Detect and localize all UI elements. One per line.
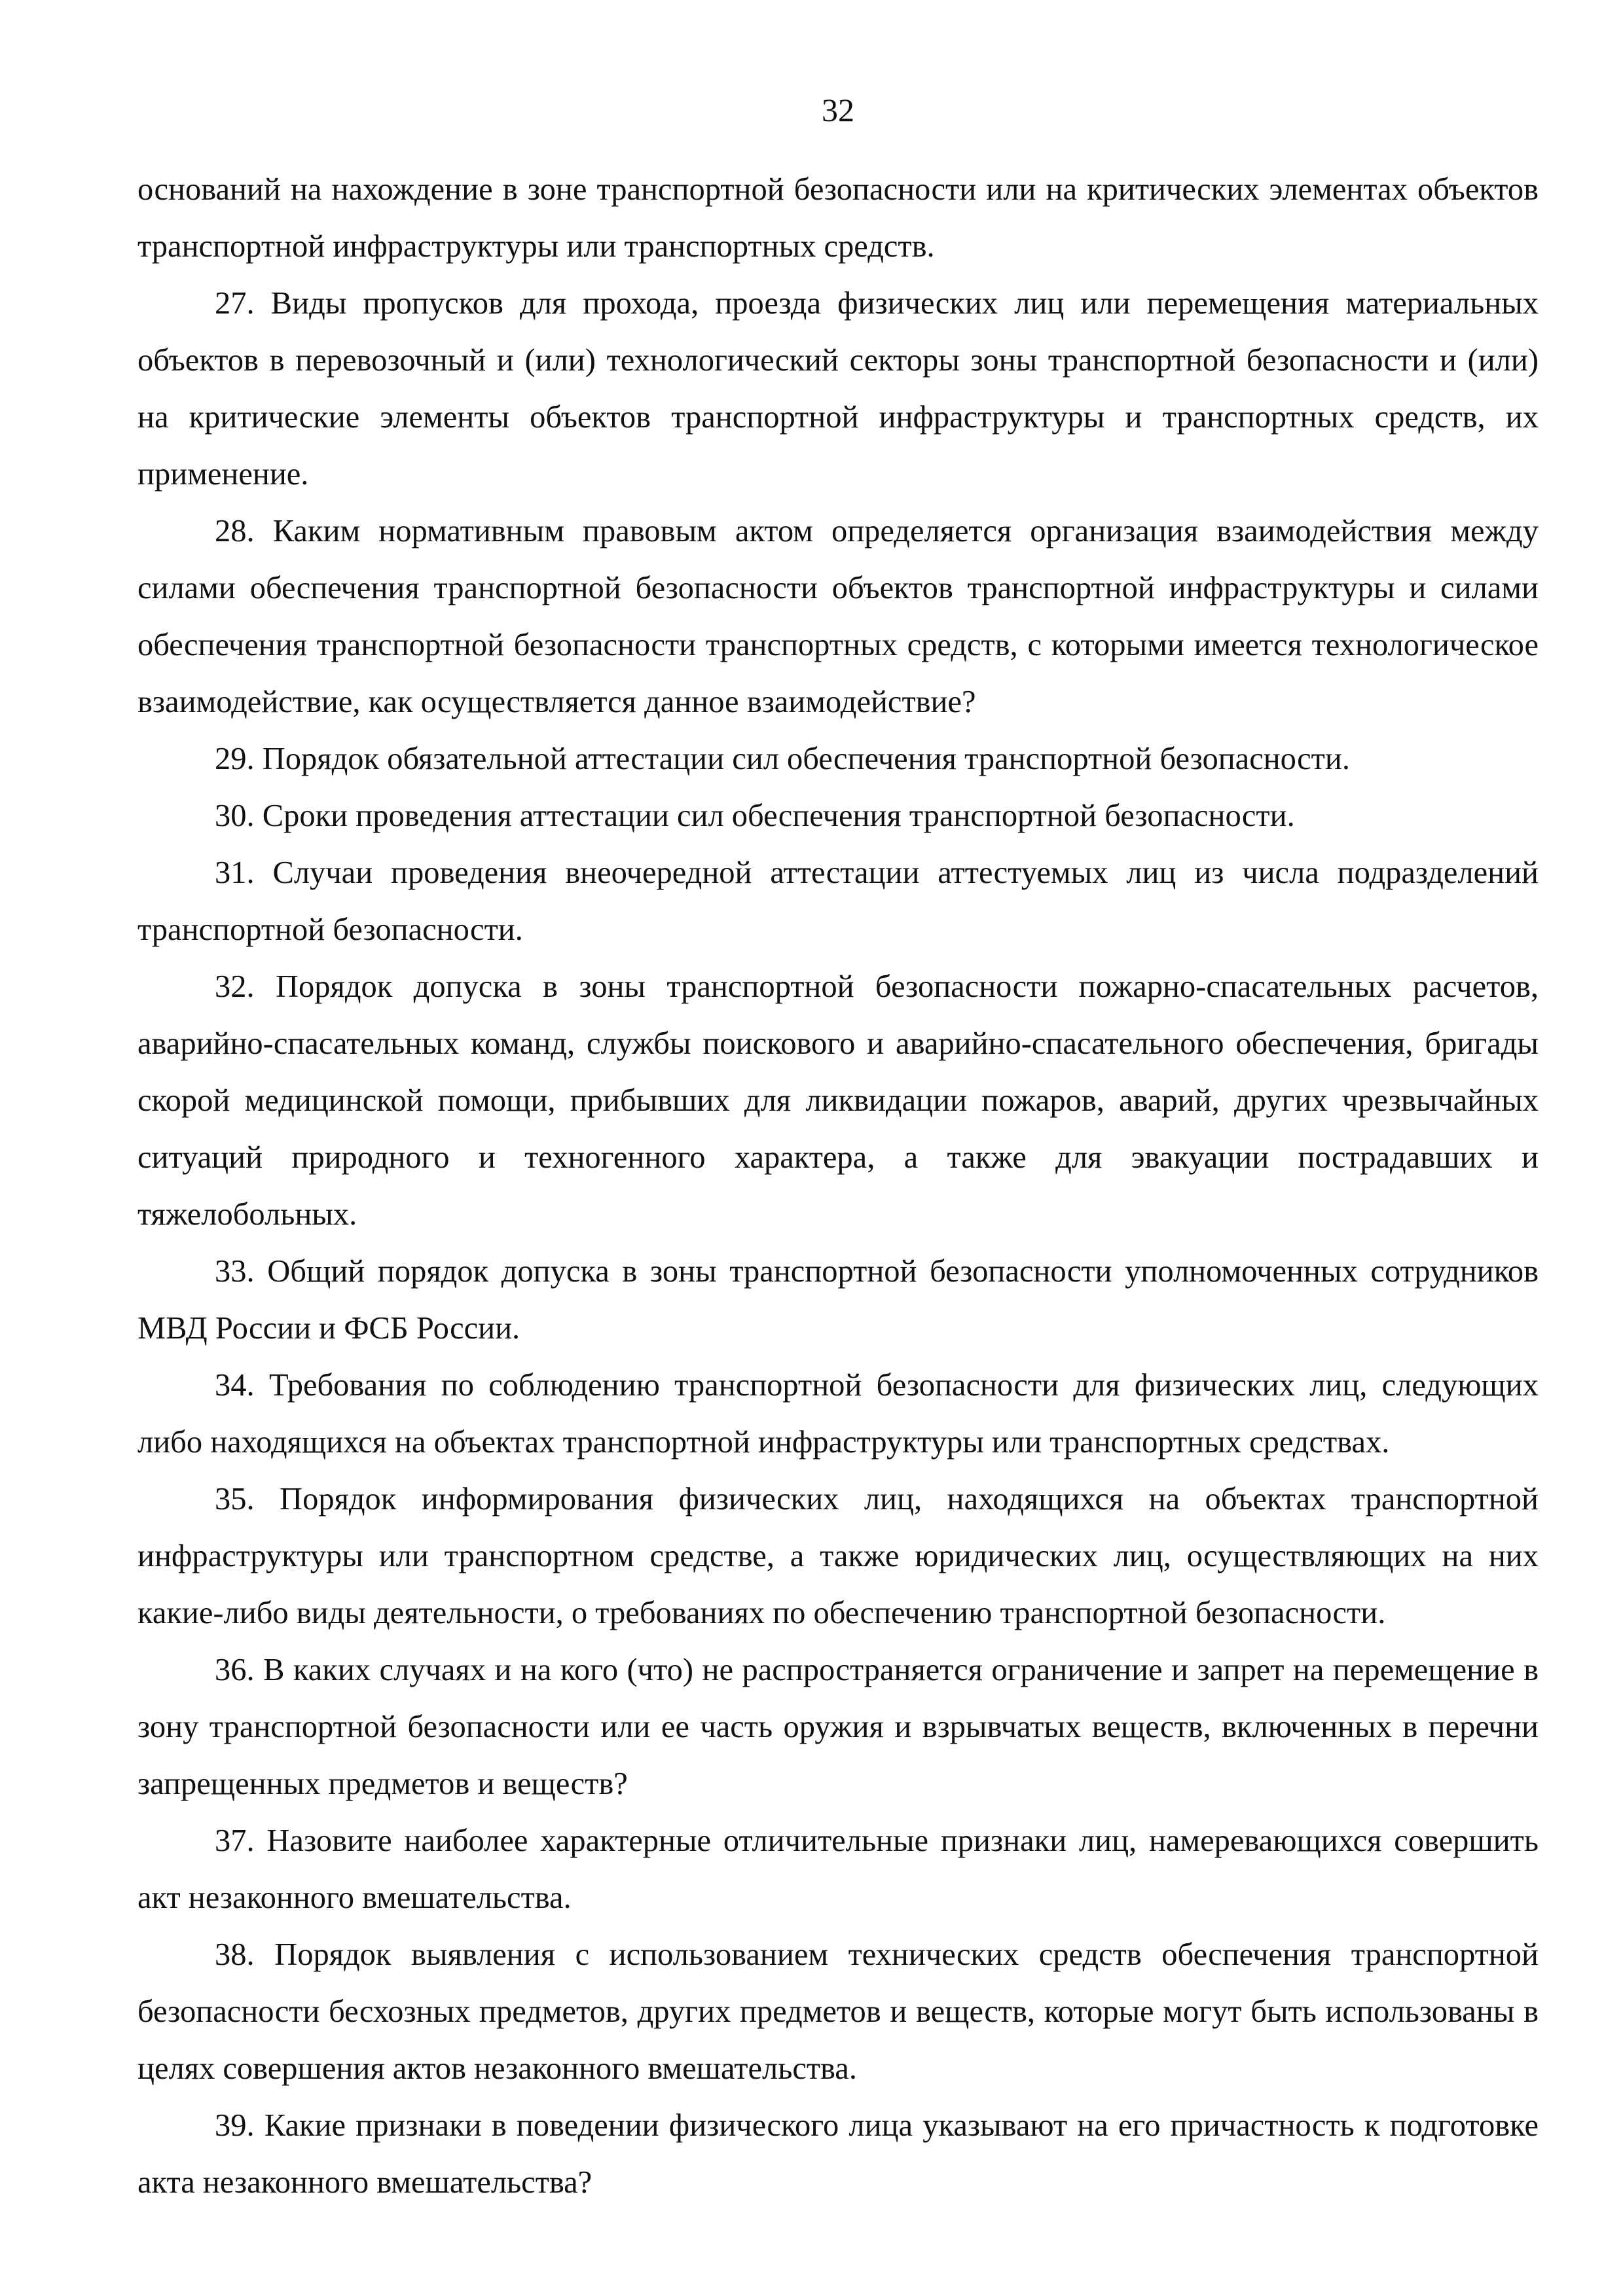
question-39: 39. Какие признаки в поведении физического лица указывают на его причастность к подготовке акта незаконного вмешательства? xyxy=(137,2108,1539,2200)
question-34: 34. Требования по соблюдению транспортной безопасности для физических лиц, следующих либо находящихся на объектах транспортной инфраструктуры или транспортных средствах. xyxy=(137,1368,1539,1460)
paragraph-continuation: оснований на нахождение в зоне транспортной безопасности или на критических элементах объектов транспортной инфраструктуры или транспортных средств. xyxy=(137,172,1539,264)
question-33: 33. Общий порядок допуска в зоны транспортной безопасности уполномоченных сотрудников МВД России и ФСБ России. xyxy=(137,1254,1539,1346)
question-37: 37. Назовите наиболее характерные отличительные признаки лиц, намеревающихся совершить акт незаконного вмешательства. xyxy=(137,1823,1539,1915)
document-body xyxy=(137,161,1539,2211)
question-35: 35. Порядок информирования физических лиц, находящихся на объектах транспортной инфраструктуры или транспортном средстве, а также юридических лиц, осуществляющих на них какие-либо виды деятельности, о требованиях по обеспечению транспортной безопасности. xyxy=(137,1482,1539,1630)
question-38: 38. Порядок выявления с использованием технических средств обеспечения транспортной безопасности бесхозных предметов, других предметов и веществ, которые могут быть использованы в целях совершения актов незаконного вмешательства. xyxy=(137,1937,1539,2086)
question-27: 27. Виды пропусков для прохода, проезда физических лиц или перемещения материальных объектов в перевозочный и (или) технологический секторы зоны транспортной безопасности и (или) на критические элементы объектов транспортной инфраструктуры и транспортных средств, их применение. xyxy=(137,286,1539,492)
question-36: 36. В каких случаях и на кого (что) не распространяется ограничение и запрет на перемещение в зону транспортной безопасности или ее часть оружия и взрывчатых веществ, включенных в перечни запрещенных предметов и веществ? xyxy=(137,1653,1539,1801)
question-29: 29. Порядок обязательной аттестации сил обеспечения транспортной безопасности. xyxy=(215,742,1350,776)
question-31: 31. Случаи проведения внеочередной аттестации аттестуемых лиц из числа подразделений транспортной безопасности. xyxy=(137,855,1539,947)
question-30: 30. Сроки проведения аттестации сил обеспечения транспортной безопасности. xyxy=(215,798,1295,833)
question-28: 28. Каким нормативным правовым актом определяется организация взаимодействия между силами обеспечения транспортной безопасности объектов транспортной инфраструктуры и силами обеспечения транспортной безопасности транспортных средств, с которыми имеется технологическое взаимодействие, как осуществляется данное взаимодействие? xyxy=(137,514,1539,719)
page-number: 32 xyxy=(822,92,854,128)
question-32: 32. Порядок допуска в зоны транспортной безопасности пожарно-спасательных расчетов, аварийно-спасательных команд, службы поискового и аварийно-спасательного обеспечения, бригады скорой медицинской помощи, прибывших для ликвидации пожаров, аварий, других чрезвычайных ситуаций природного и техногенного характера, а также для эвакуации пострадавших и тяжелобольных. xyxy=(137,969,1539,1232)
